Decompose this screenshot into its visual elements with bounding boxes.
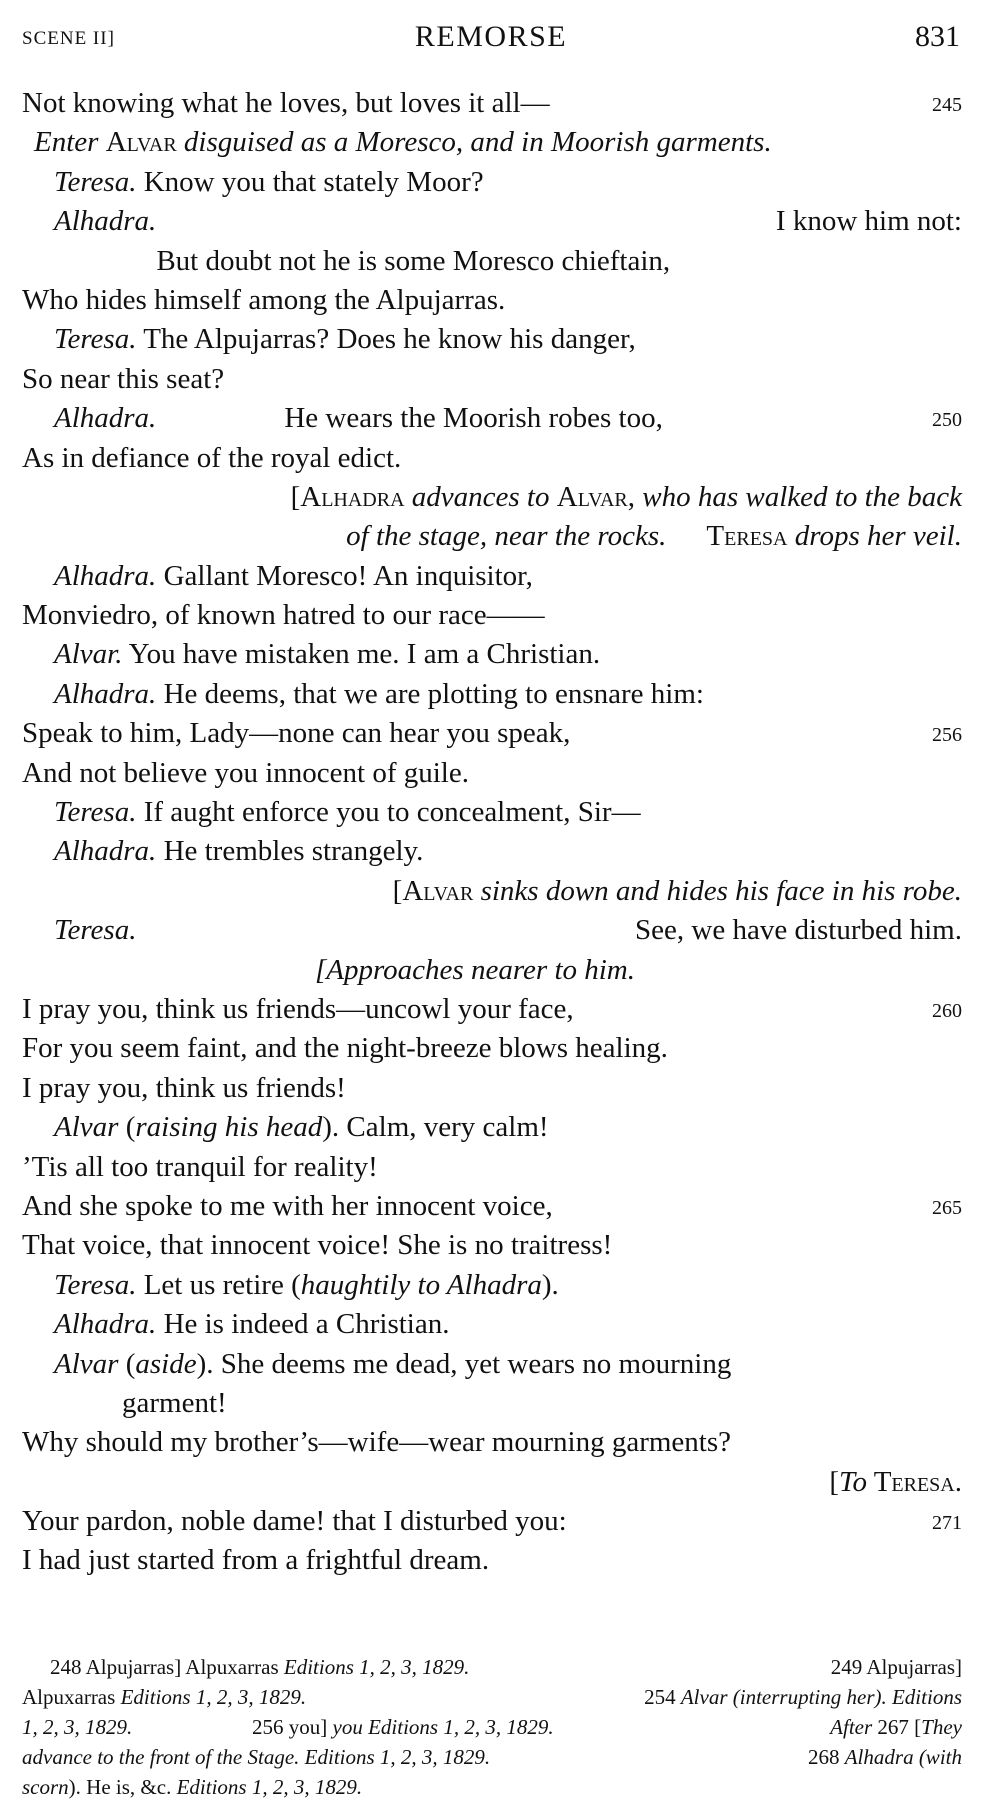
speaker-name: Alhadra.	[54, 402, 157, 435]
page-title: REMORSE	[414, 20, 568, 53]
speech-line: Teresa. Let us retire (haughtily to Alhadra).	[54, 1268, 559, 1301]
speech-line: Alhadra. He wears the Moorish robes too, 250	[22, 399, 962, 438]
verse-line: Not knowing what he loves, but loves it all— 245	[22, 84, 962, 123]
speaker-name: Alhadra.	[54, 677, 157, 710]
verse-line: ’Tis all too tranquil for reality!	[22, 1150, 378, 1183]
verse-line: For you seem faint, and the night-breeze blows healing.	[22, 1032, 668, 1065]
verse-line: Your pardon, noble dame! that I disturbed you: 271	[22, 1502, 962, 1541]
speaker-name: Alvar	[54, 1347, 119, 1380]
speaker-name: Alhadra.	[54, 835, 157, 868]
verse-line: Monviedro, of known hatred to our race——	[22, 599, 545, 632]
stage-direction: [Alvar sinks down and hides his face in his robe.	[392, 874, 962, 907]
verse-line: But doubt not he is some Moresco chieftain,	[156, 244, 671, 277]
speech-line: Alhadra. He trembles strangely.	[54, 835, 424, 868]
verse-line: As in defiance of the royal edict.	[22, 441, 402, 474]
page-number: 831	[915, 20, 960, 53]
verse-line: Who hides himself among the Alpujarras.	[22, 283, 506, 316]
verse-line: And not believe you innocent of guile.	[22, 756, 469, 789]
speaker-name: Alhadra.	[54, 205, 157, 238]
verse-text	[22, 84, 962, 1581]
running-header	[22, 20, 960, 60]
verse-line: Speak to him, Lady—none can hear you speak, 256	[22, 714, 962, 753]
footnote-line: scorn). He is, &c. Editions 1, 2, 3, 1829.	[22, 1775, 363, 1799]
character-name: Alvar	[105, 126, 177, 159]
verse-line: So near this seat?	[22, 362, 225, 395]
verse-line: garment!	[122, 1386, 227, 1419]
stage-direction: [To Teresa.	[829, 1465, 962, 1498]
character-name: Teresa	[706, 520, 788, 553]
speaker-name: Teresa.	[54, 914, 137, 947]
speaker-name: Alvar.	[54, 638, 123, 671]
footnote-line: 1, 2, 3, 1829. 256 you] you Editions 1, 2, 3, 1829. After 267 [They	[22, 1715, 962, 1739]
stage-direction: [Approaches nearer to him.	[314, 953, 636, 986]
character-name: Alvar,	[556, 480, 635, 513]
line-number: 250	[932, 409, 962, 432]
line-number: 260	[932, 999, 962, 1022]
speech-line: Teresa. The Alpujarras? Does he know his danger,	[54, 323, 636, 356]
stage-direction: [Alhadra advances to Alvar, who has walked to the back	[290, 480, 962, 513]
footnote-line: advance to the front of the Stage. Editions 1, 2, 3, 1829. 268 Alhadra (with	[22, 1745, 962, 1769]
speech-line: Alvar (aside). She deems me dead, yet wears no mourning	[54, 1347, 732, 1380]
stage-direction: of the stage, near the rocks. Teresa drops her veil.	[346, 520, 962, 553]
speaker-name: Teresa.	[54, 323, 137, 356]
verse-line: And she spoke to me with her innocent voice, 265	[22, 1187, 962, 1226]
verse-line: Why should my brother’s—wife—wear mourning garments?	[22, 1426, 731, 1459]
speech-line: Alhadra. He deems, that we are plotting to ensnare him:	[54, 677, 704, 710]
character-name: Alhadra	[300, 480, 405, 513]
character-name: Teresa.	[866, 1465, 962, 1498]
footnote-line: Alpuxarras Editions 1, 2, 3, 1829. 254 Alvar (interrupting her). Editions	[22, 1685, 962, 1709]
line-number: 271	[932, 1512, 962, 1535]
speaker-name: Alhadra.	[54, 559, 157, 592]
speech-line: Alvar (raising his head). Calm, very calm!	[54, 1111, 549, 1144]
line-number: 265	[932, 1196, 962, 1219]
speech-line: Teresa. Know you that stately Moor?	[54, 165, 484, 198]
speaker-name: Teresa.	[54, 796, 137, 829]
verse-line: I had just started from a frightful dream.	[22, 1544, 490, 1577]
speaker-name: Teresa.	[54, 165, 137, 198]
line-number: 245	[932, 94, 962, 116]
speech-line: Alhadra. I know him not:	[22, 202, 962, 241]
speech-line: Alvar. You have mistaken me. I am a Christian.	[54, 638, 601, 671]
verse-line: That voice, that innocent voice! She is no traitress!	[22, 1229, 613, 1262]
speaker-name: Alvar	[54, 1111, 119, 1144]
footnote-line: 248 Alpujarras] Alpuxarras Editions 1, 2, 3, 1829. 249 Alpujarras]	[50, 1655, 962, 1679]
scene-label: SCENE II]	[22, 28, 115, 49]
stage-direction: Enter Alvar disguised as a Moresco, and in Moorish garments.	[34, 126, 772, 159]
speech-line: Teresa. See, we have disturbed him.	[22, 911, 962, 950]
character-name: Alvar	[402, 874, 474, 907]
speaker-name: Alhadra.	[54, 1308, 157, 1341]
verse-line: I pray you, think us friends!	[22, 1071, 346, 1104]
verse-line: I pray you, think us friends—uncowl your face, 260	[22, 990, 962, 1029]
line-number: 256	[932, 724, 962, 747]
footnotes	[22, 1652, 962, 1802]
speech-line: Alhadra. He is indeed a Christian.	[54, 1308, 450, 1341]
speech-line: Teresa. If aught enforce you to concealment, Sir—	[54, 796, 641, 829]
speech-line: Alhadra. Gallant Moresco! An inquisitor,	[54, 559, 533, 592]
speaker-name: Teresa.	[54, 1268, 137, 1301]
